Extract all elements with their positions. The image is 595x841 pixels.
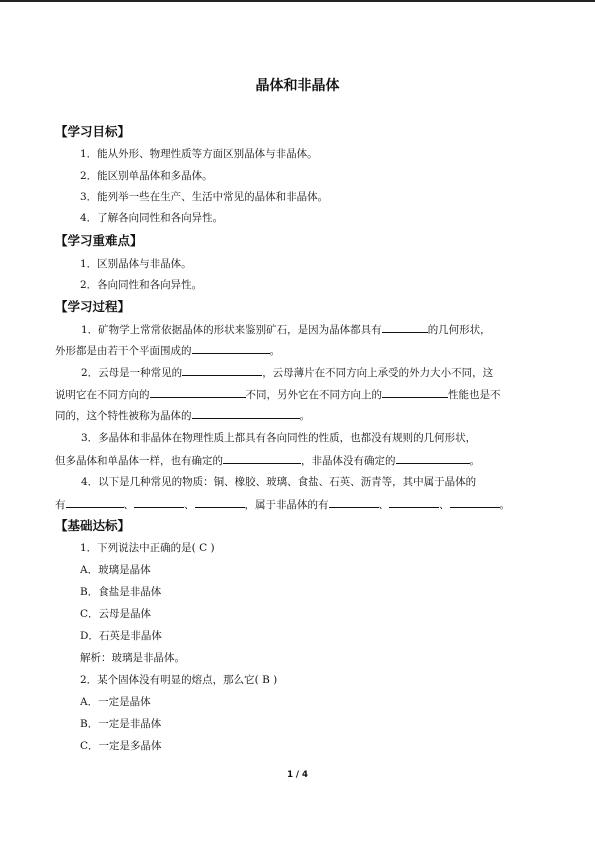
question-analysis: 解析：玻璃是非晶体。 [80, 652, 185, 664]
fill-blank [192, 342, 270, 354]
question-option: B．一定是非晶体 [80, 718, 162, 730]
section-keypoints-heading: 【学习重难点】 [55, 233, 143, 248]
fill-blank [134, 496, 184, 508]
fill-blank [450, 496, 500, 508]
process-paragraph-2-line-1: 2．云母是一种常见的 ，云母薄片在不同方向上承受的外力大小不同，这 [55, 364, 543, 380]
question-stem: 2．某个固体没有明显的熔点，那么它( B ) [80, 674, 278, 686]
process-paragraph-3-line-1: 3．多晶体和非晶体在物理性质上都具有各向同性的性质，也都没有规则的几何形状， [81, 432, 477, 444]
fill-blank [223, 452, 301, 464]
fill-blank [195, 496, 245, 508]
question-option: D．石英是非晶体 [80, 630, 162, 642]
objective-item: 2．能区别单晶体和多晶体。 [80, 170, 213, 182]
keypoint-item: 1．区别晶体与非晶体。 [80, 258, 192, 270]
fill-blank [66, 496, 124, 508]
fill-blank [382, 386, 448, 398]
section-process-heading: 【学习过程】 [55, 299, 131, 314]
objective-item: 1．能从外形、物理性质等方面区别晶体与非晶体。 [80, 148, 318, 160]
keypoint-item: 2．各向同性和各向异性。 [80, 279, 203, 291]
question-option: C．云母是晶体 [80, 608, 152, 620]
question-option: B．食盐是非晶体 [80, 586, 162, 598]
question-option: A．玻璃是晶体 [80, 564, 151, 576]
objective-item: 3．能列举一些在生产、生活中常见的晶体和非晶体。 [80, 191, 329, 203]
process-paragraph-1-line-2: 外形都是由若干个平面围成的 。 [55, 342, 543, 358]
fill-blank [396, 452, 470, 464]
process-paragraph-4-line-1: 4．以下是几种常见的物质：铜、橡胶、玻璃、食盐、石英、沥青等，其中属于晶体的 [81, 476, 477, 488]
top-border [0, 0, 595, 2]
process-paragraph-3-line-2: 但多晶体和单晶体一样，也有确定的 ，非晶体没有确定的 。 [55, 452, 543, 468]
section-basics-heading: 【基础达标】 [55, 518, 131, 533]
fill-blank [382, 321, 428, 333]
fill-blank [192, 407, 300, 419]
process-paragraph-1-line-1: 1．矿物学上常常依据晶体的形状来鉴别矿石，是因为晶体都具有 的几何形状， [55, 321, 543, 337]
objective-item: 4．了解各向同性和各向异性。 [80, 212, 224, 224]
page-title: 晶体和非晶体 [255, 78, 340, 94]
process-paragraph-4-line-2: 有 、 、 ，属于非晶体的有 、 、 。 [55, 496, 543, 512]
section-objectives-heading: 【学习目标】 [55, 124, 131, 139]
process-paragraph-2-line-3: 同的，这个特性被称为晶体的 。 [55, 407, 543, 423]
process-paragraph-2-line-2: 说明它在不同方向的 不同，另外它在不同方向上的 性能也是不 [55, 386, 543, 402]
question-option: A．一定是晶体 [80, 696, 151, 708]
fill-blank [182, 364, 262, 376]
fill-blank [150, 386, 246, 398]
question-stem: 1．下列说法中正确的是( C ) [80, 542, 215, 554]
fill-blank [389, 496, 439, 508]
question-option: C．一定是多晶体 [80, 740, 162, 752]
fill-blank [329, 496, 379, 508]
page-number: 1 / 4 [287, 770, 308, 780]
